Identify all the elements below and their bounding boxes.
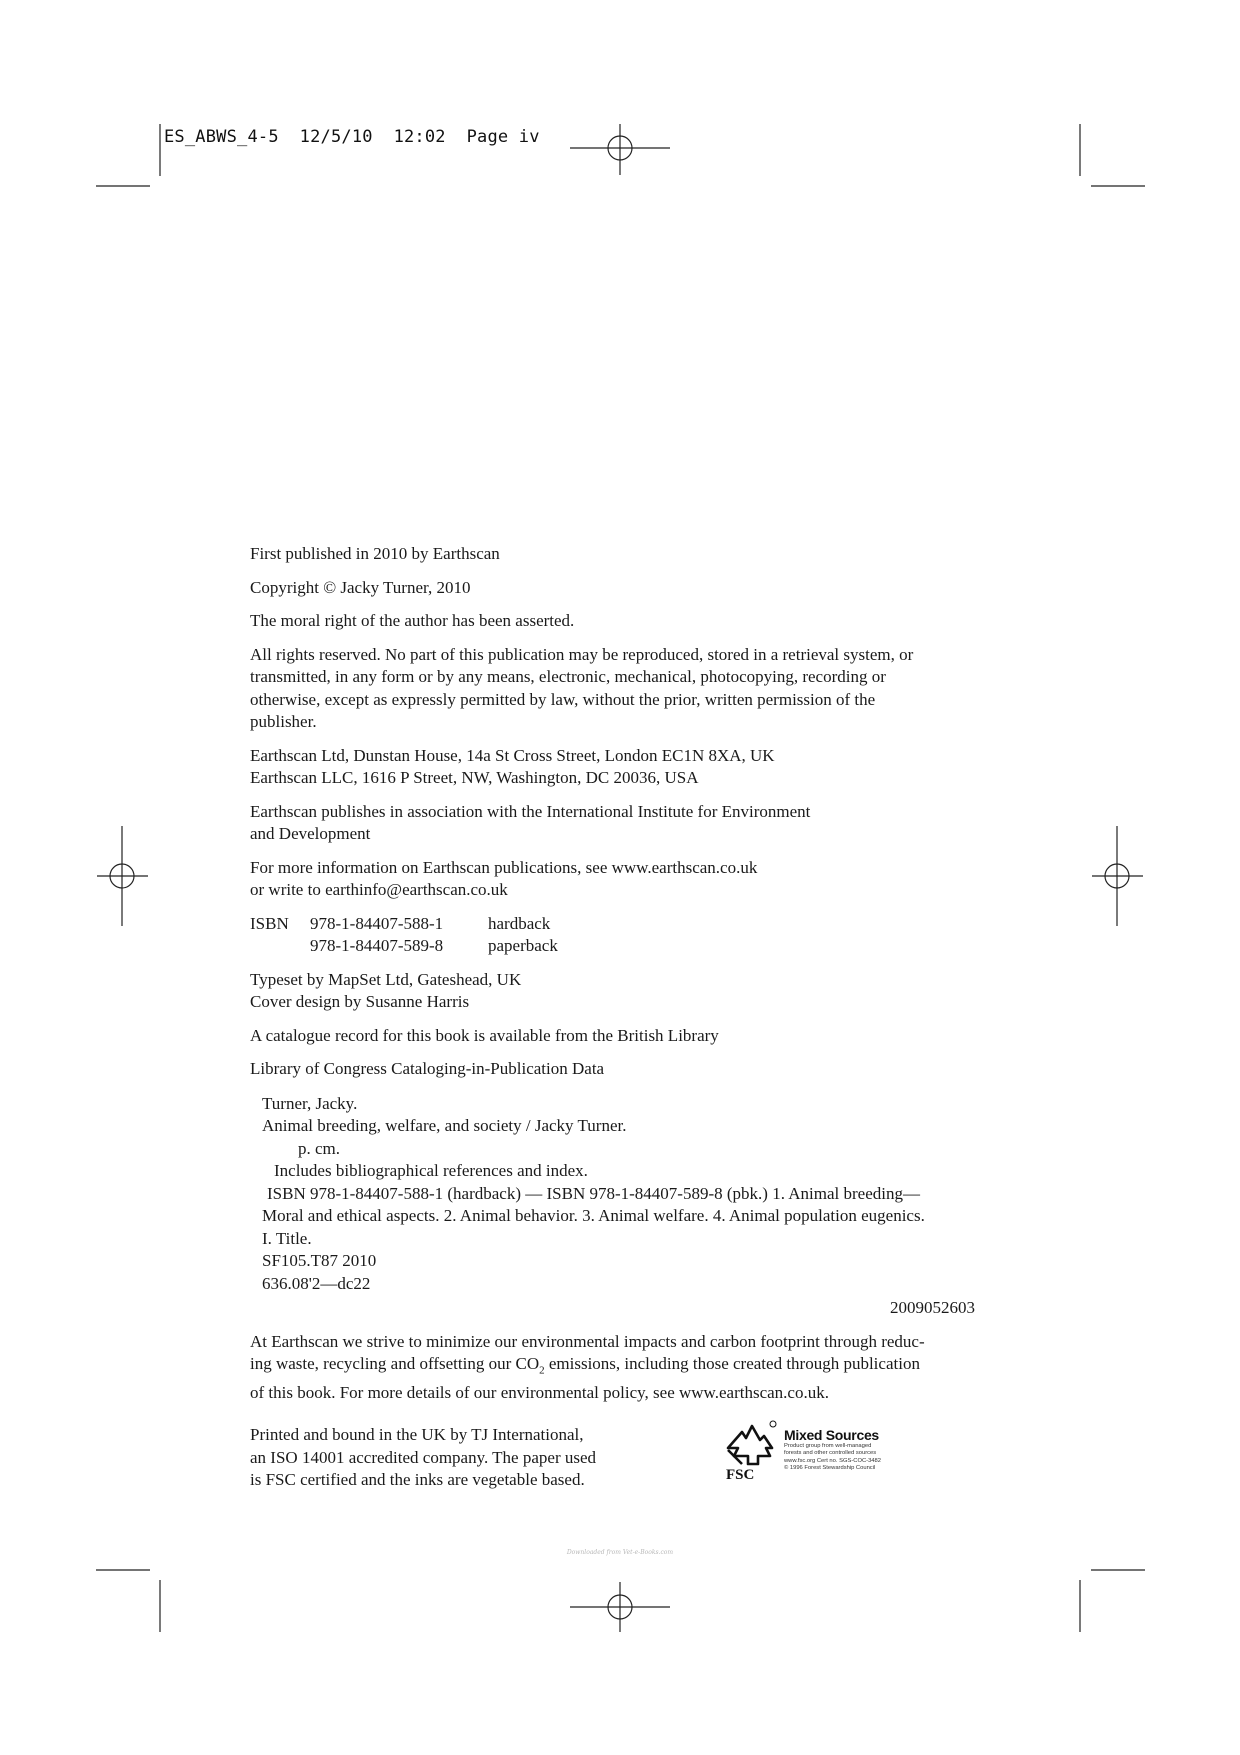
cip-subjects: Moral and ethical aspects. 2. Animal behavior. 3. Animal welfare. 4. Animal population eugenics. — [262, 1206, 925, 1225]
moral-right: The moral right of the author has been asserted. — [250, 611, 575, 630]
imprint-block — [250, 543, 975, 1504]
registration-mark-right — [1092, 826, 1143, 926]
cip-author: Turner, Jacky. — [262, 1093, 358, 1113]
association-line: and Development — [250, 824, 371, 843]
isbn-label: ISBN — [250, 913, 289, 933]
isbn-label-spacer — [250, 935, 310, 958]
production-credits — [250, 969, 975, 1014]
rights-statement — [250, 644, 975, 734]
catalogue-record: A catalogue record for this book is available from the British Library — [250, 1025, 719, 1045]
typeset-credit: Typeset by MapSet Ltd, Gateshead, UK — [250, 969, 522, 989]
info-line: or write to earthinfo@earthscan.co.uk — [250, 880, 508, 899]
association-line: Earthscan publishes in association with the International Institute for Environment — [250, 801, 811, 821]
fsc-line: forests and other controlled sources — [784, 1450, 877, 1457]
cip-pages: p. cm. — [298, 1138, 341, 1158]
environment-line — [250, 1353, 975, 1382]
cip-call-number: SF105.T87 2010 — [262, 1251, 377, 1270]
environment-statement — [250, 1331, 975, 1405]
rights-line: transmitted, in any form or by any means, electronic, mechanical, photocopying, recording or — [250, 667, 886, 686]
environment-line: At Earthscan we strive to minimize our environmental impacts and carbon footprint through reduc- — [250, 1331, 925, 1351]
isbn-number: 978-1-84407-589-8 — [310, 936, 444, 955]
fsc-line: www.fsc.org Cert no. SGS-COC-3482 — [784, 1458, 881, 1465]
rights-line: publisher. — [250, 712, 317, 731]
isbn-block — [250, 913, 975, 958]
cip-control-number: 2009052603 — [890, 1298, 975, 1317]
first-published: First published in 2010 by Earthscan — [250, 544, 500, 563]
environment-text: ing waste, recycling and offsetting our CO — [250, 1354, 540, 1373]
fsc-line: © 1996 Forest Stewardship Council — [784, 1465, 876, 1472]
fsc-logo — [722, 1418, 912, 1482]
printed-line: is FSC certified and the inks are vegetable based. — [250, 1470, 585, 1490]
rights-line: otherwise, except as expressly permitted by law, without the prior, written permission of the — [250, 689, 876, 709]
fsc-label: FSC — [726, 1467, 755, 1483]
printed-statement — [250, 1424, 650, 1492]
cip-dewey: 636.08'2—dc22 — [262, 1273, 371, 1293]
address-us: Earthscan LLC, 1616 P Street, NW, Washington, DC 20036, USA — [250, 768, 699, 787]
info-line: For more information on Earthscan publications, see www.earthscan.co.uk — [250, 857, 758, 877]
isbn-format: paperback — [488, 936, 558, 955]
cip-title-entry: I. Title. — [262, 1228, 312, 1248]
fsc-line: Product group from well-managed — [784, 1443, 872, 1450]
cip-title: Animal breeding, welfare, and society / Jacky Turner. — [262, 1116, 627, 1135]
isbn-number: 978-1-84407-588-1 — [310, 913, 444, 933]
isbn-format: hardback — [488, 913, 551, 933]
registration-mark-top — [570, 124, 670, 175]
loc-heading: Library of Congress Cataloging-in-Publication Data — [250, 1059, 605, 1078]
printed-line: an ISO 14001 accredited company. The paper used — [250, 1447, 597, 1467]
fsc-tree-icon — [722, 1418, 778, 1482]
registration-mark-left — [97, 826, 148, 926]
printer-slug: ES_ABWS_4-5 12/5/10 12:02 Page iv — [164, 127, 540, 147]
environment-text: emissions, including those created through publication — [544, 1354, 920, 1373]
cover-credit: Cover design by Susanne Harris — [250, 992, 470, 1011]
fsc-title: Mixed Sources — [784, 1427, 879, 1444]
watermark: Downloaded from Vet-e-Books.com — [566, 1549, 674, 1556]
co2-subscript: 2 — [539, 1364, 545, 1377]
rights-line: All rights reserved. No part of this publication may be reproduced, stored in a retrieval system, or — [250, 644, 914, 664]
environment-line: of this book. For more details of our environmental policy, see www.earthscan.co.uk. — [250, 1382, 829, 1402]
printed-line: Printed and bound in the UK by TJ International, — [250, 1425, 584, 1445]
printer-section — [250, 1424, 975, 1504]
more-info — [250, 857, 975, 902]
cip-includes: Includes bibliographical references and index. — [274, 1161, 588, 1180]
address-uk: Earthscan Ltd, Dunstan House, 14a St Cross Street, London EC1N 8XA, UK — [250, 745, 775, 765]
copyright-line: Copyright © Jacky Turner, 2010 — [250, 577, 471, 597]
publisher-addresses — [250, 745, 975, 790]
cip-data — [262, 1093, 975, 1296]
registration-mark-bottom — [570, 1582, 670, 1632]
association-statement — [250, 801, 975, 846]
cip-isbn: ISBN 978-1-84407-588-1 (hardback) — ISBN 978-1-84407-589-8 (pbk.) 1. Animal breeding— — [267, 1183, 920, 1203]
